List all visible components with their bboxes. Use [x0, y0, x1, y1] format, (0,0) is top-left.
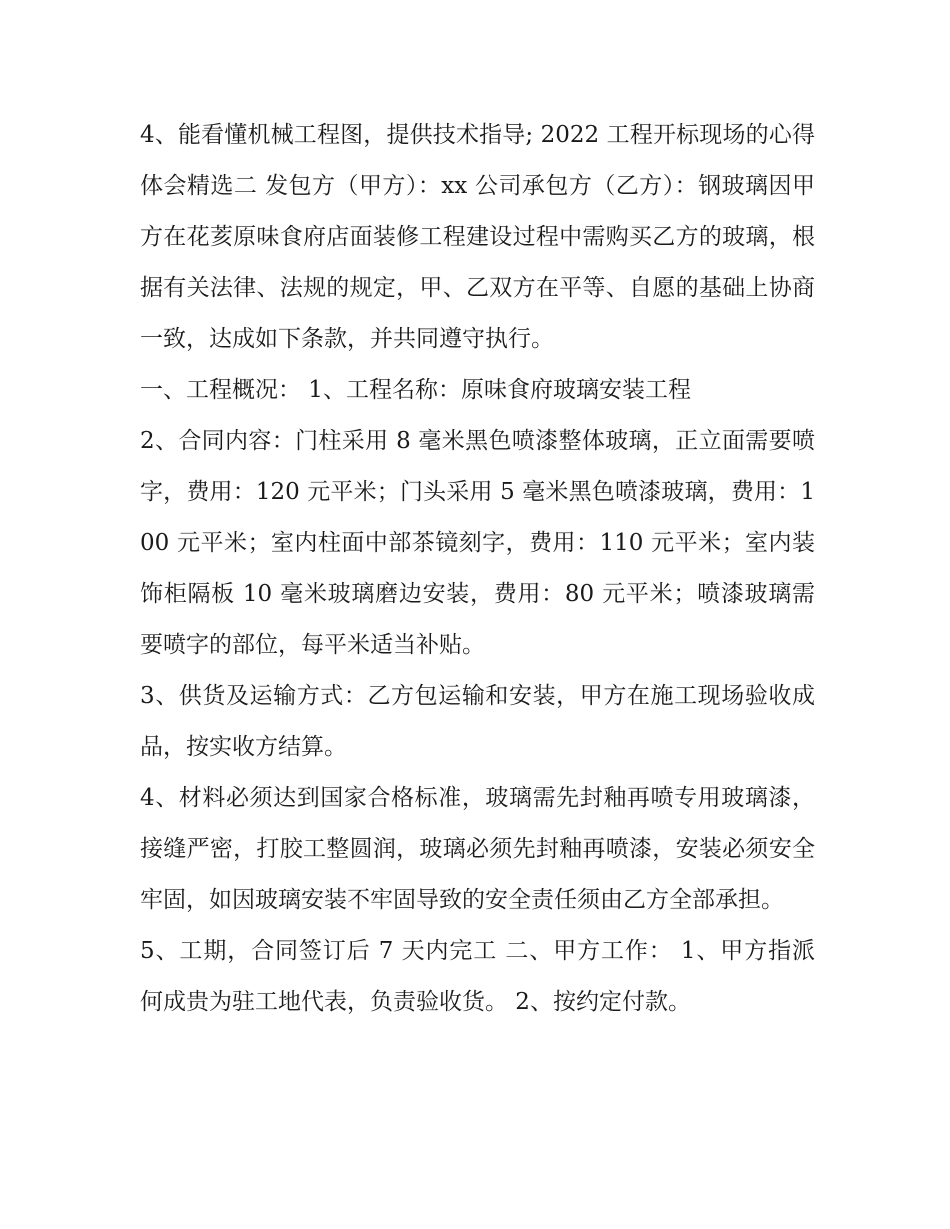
- paragraph-contract-content: 2、合同内容：门柱采用 8 毫米黑色喷漆整体玻璃，正立面需要喷字，费用：120 元平米；门头采用 5 毫米黑色喷漆玻璃，费用：100 元平米；室内柱面中部茶镜刻字，费用：110 元平米；室内装饰柜隔板 10 毫米玻璃磨边安装，费用：80 元平米；喷漆玻璃需要喷字的部位，每平米适当补贴。: [140, 428, 815, 658]
- paragraph-material-standards: 4、材料必须达到国家合格标准，玻璃需先封釉再喷专用玻璃漆，接缝严密，打胶工整圆润，玻璃必须先封釉再喷漆，安装必须安全牢固，如因玻璃安装不牢固导致的安全责任须由乙方全部承担。: [140, 785, 815, 913]
- paragraph-contractor-intro: 4、能看懂机械工程图，提供技术指导; 2022 工程开标现场的心得体会精选二 发包方（甲方）：xx 公司承包方（乙方）：钢玻璃因甲方在花荄原味食府店面装修工程建设过程中需购买乙方的玻璃，根据有关法律、法规的规定，甲、乙双方在平等、自愿的基础上协商一致，达成如下条款，并共同遵守执行。: [140, 122, 815, 352]
- paragraph-project-overview: 一、工程概况： 1、工程名称：原味食府玻璃安装工程: [140, 377, 691, 403]
- paragraph-supply-transport: 3、供货及运输方式：乙方包运输和安装，甲方在施工现场验收成品，按实收方结算。: [140, 683, 815, 760]
- paragraph-schedule-duties: 5、工期，合同签订后 7 天内完工 二、甲方工作： 1、甲方指派 何成贵为驻工地代表，负责验收货。 2、按约定付款。: [140, 938, 815, 1015]
- document-body: [140, 110, 815, 1028]
